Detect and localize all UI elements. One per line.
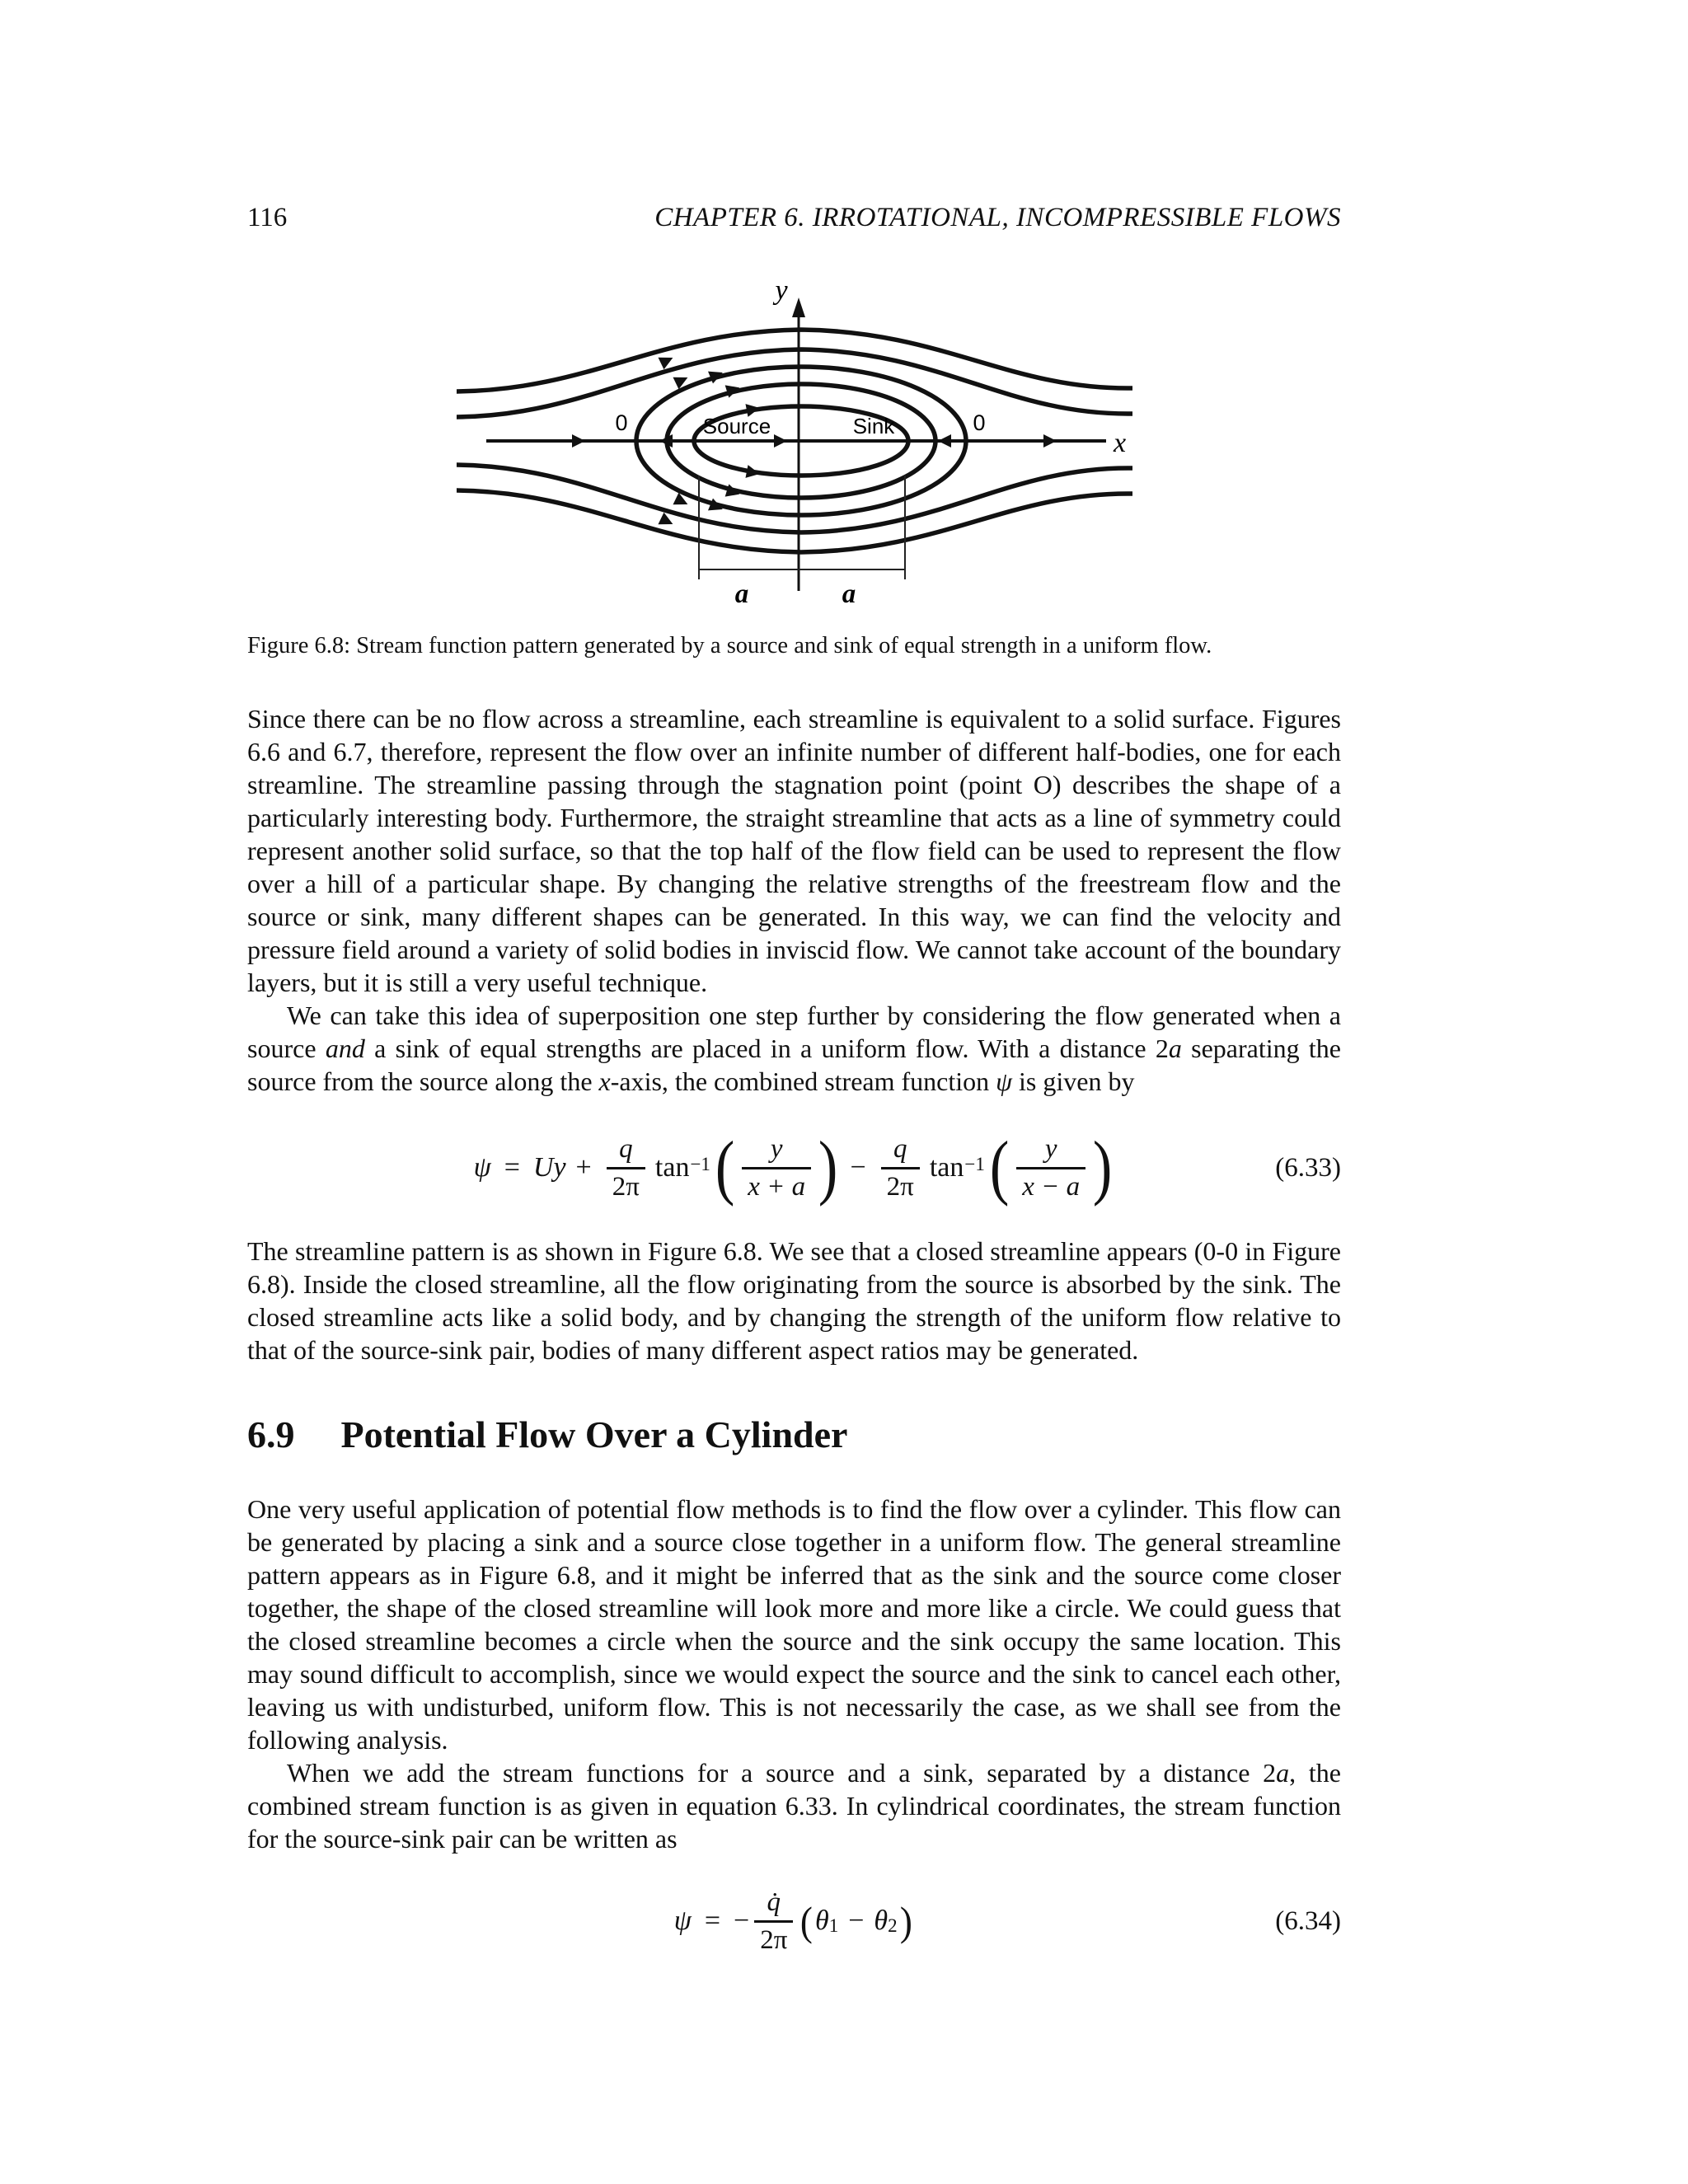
eq634-psi: ψ (673, 1905, 692, 1936)
equation-number-6-34: (6.34) (1275, 1905, 1341, 1936)
x-axis-label: x (1113, 428, 1126, 458)
figure-6-8 (457, 268, 1132, 606)
equation-number-6-33: (6.33) (1275, 1152, 1341, 1183)
dim-a-right-label: a (842, 579, 856, 606)
figure-caption (247, 630, 1341, 661)
equation-6-33: ψ = Uy + $\frac{q}{2\pi}$ tan $^{-1}$ ( $\frac{y}{x + a}$ ) − $\frac{q}{2\pi}$ tan $^{-1}$ ( $\frac{y}{x - a}$ ) (6.33) (473, 1127, 1341, 1207)
sink-label: Sink (852, 414, 894, 438)
dim-a-left-label: a (734, 579, 748, 606)
figure-6-8-diagram (457, 268, 1132, 606)
eq633-psi: ψ (473, 1152, 491, 1183)
stagnation-left-label: 0 (614, 410, 628, 435)
paragraph-2-italic-and: and (325, 1033, 365, 1063)
paragraph-2: We can take this idea of superposition one step further by considering the flow generated when a source and a sink of equal strengths are placed in a uniform flow. With a distance 2a separating the source from the source along the x-axis, the combined stream function ψ is given by (247, 1001, 1341, 1096)
y-axis-label: y (774, 275, 788, 306)
paragraph-3: The streamline pattern is as shown in Figure 6.8. We see that a closed streamline appears (0-0 in Figure 6.8). Inside the closed streamline, all the flow originating from the source is absorbed by the sink. The closed streamline acts like a solid body, and by changing the strength of the uniform flow relative to that of the source-sink pair, bodies of many different aspect ratios may be generated. (247, 1236, 1341, 1365)
figure-caption-label: Figure 6.8: (247, 633, 351, 658)
paragraph-2-text: We can take this idea of superposition one step further by considering the flow generated when a source (247, 1001, 1341, 1063)
section-number: 6.9 (247, 1413, 295, 1455)
fraction-y-xma: $\frac{y}{x - a}$ (1016, 1133, 1085, 1203)
y-axis (792, 298, 805, 591)
y-axis-arrowhead (792, 298, 805, 317)
stagnation-right-label: 0 (972, 410, 986, 435)
fraction-q-2pi-2: $\frac{q}{2\pi}$ (881, 1133, 920, 1203)
fraction-q-2pi: $\frac{q}{2\pi}$ (607, 1133, 645, 1203)
math-var-a: a (1168, 1033, 1182, 1063)
math-var-x: x (598, 1066, 611, 1096)
running-chapter-title: CHAPTER 6. IRROTATIONAL, INCOMPRESSIBLE FLOWS (654, 203, 1341, 232)
fraction-qdot-2pi: $\frac{q̇}{2\pi}$ (754, 1886, 793, 1957)
paragraph-4: One very useful application of potential flow methods is to find the flow over a cylinder. This flow can be generated by placing a sink and a source close together in a uniform flow. The general streamline pattern appears as in Figure 6.8, and it might be inferred that as the sink and the source come closer together, the shape of the closed streamline will look more and more like a circle. We could guess that the closed streamline becomes a circle when the source and the sink occupy the same location. This may sound difficult to accomplish, since we would expect the source and the sink to cancel each other, leaving us with undisturbed, uniform flow. This is not necessarily the case, as we shall see from the following analysis. (247, 1494, 1341, 1755)
page-header (247, 203, 1341, 233)
section-title: Potential Flow Over a Cylinder (340, 1413, 848, 1455)
source-label: Source (702, 414, 771, 438)
figure-caption-text: Stream function pattern generated by a source and sink of equal strength in a uniform flow. (356, 633, 1212, 658)
section-heading-6-9 (247, 1413, 1341, 1456)
page-number: 116 (247, 203, 288, 232)
math-var-a-2: a (1276, 1758, 1290, 1788)
math-var-psi: ψ (996, 1066, 1013, 1096)
fraction-y-xpa: $\frac{y}{x + a}$ (742, 1133, 811, 1203)
paragraph-5: When we add the stream functions for a source and a sink, separated by a distance 2a, the combined stream function is as given in equation 6.33. In cylindrical coordinates, the stream function for the source-sink pair can be written as (247, 1758, 1342, 1854)
equation-6-34: ψ = − $\frac{q̇}{2\pi}$ ( θ $_1$ − θ $_2$ ) (6.34) (673, 1886, 1341, 1955)
paragraph-1: Since there can be no flow across a streamline, each streamline is equivalent to a solid surface. Figures 6.6 and 6.7, therefore, represent the flow over an infinite number of different half-bodies, one for each streamline. The streamline passing through the stagnation point (point O) describes the shape of a particularly interesting body. Furthermore, the straight streamline that acts as a line of symmetry could represent another solid surface, so that the top half of the flow field can be used to represent the flow over a hill of a particular shape. By changing the relative strengths of the freestream flow and the source or sink, many different shapes can be generated. In this way, we can find the velocity and pressure field around a variety of solid bodies in inviscid flow. We cannot take account of the boundary layers, but it is still a very useful technique. (247, 704, 1341, 997)
